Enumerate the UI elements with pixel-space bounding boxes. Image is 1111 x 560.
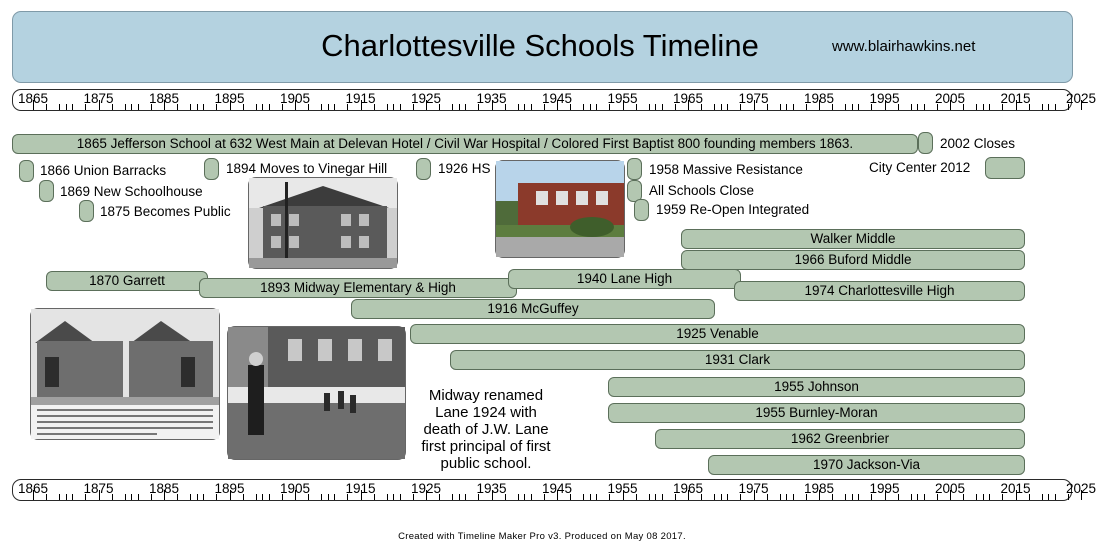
event-label-new-schoolhouse: 1869 New Schoolhouse: [60, 184, 203, 199]
axis-tick: [393, 494, 394, 500]
event-label-vinegar-hill: 1894 Moves to Vinegar Hill: [226, 161, 388, 176]
page-title: Charlottesville Schools Timeline: [321, 28, 759, 63]
axis-tick: [262, 104, 263, 110]
axis-year-label: 1935: [476, 481, 507, 496]
axis-tick: [917, 104, 918, 110]
axis-tick: [66, 104, 67, 110]
axis-year-label: 1905: [279, 91, 311, 106]
axis-tick: [983, 494, 984, 500]
event-label-2002-closes: 2002 Closes: [940, 136, 1016, 151]
website-label[interactable]: www.blairhawkins.net: [832, 38, 976, 55]
axis-tick: [917, 494, 918, 500]
bar-jefferson-school[interactable]: 1865 Jefferson School at 632 West Main at Delevan Hotel / Civil War Hospital / Colored First Baptist 800 founding members 1863.: [12, 134, 918, 154]
axis-year-label: 1925: [410, 91, 442, 106]
axis-tick: [852, 104, 853, 110]
garrett-school-photo: [30, 308, 220, 440]
bar-burnley-moran[interactable]: 1955 Burnley-Moran: [608, 403, 1025, 423]
event-marker-new-schoolhouse[interactable]: [39, 180, 54, 202]
axis-tick: [655, 104, 656, 110]
axis-year-label: 1895: [214, 481, 245, 496]
bar-greenbrier[interactable]: 1962 Greenbrier: [655, 429, 1025, 449]
axis-tick: [721, 494, 722, 500]
axis-year-label: 2005: [934, 91, 966, 106]
axis-tick: [328, 104, 329, 110]
axis-tick: [1048, 494, 1049, 500]
event-marker-2002-closes[interactable]: [918, 132, 933, 154]
axis-tick: [983, 104, 984, 110]
event-label-becomes-public: 1875 Becomes Public: [100, 204, 231, 219]
axis-year-label: 1895: [214, 91, 245, 106]
axis-year-label: 1975: [738, 481, 769, 496]
axis-tick: [459, 104, 460, 110]
axis-tick: [328, 494, 329, 500]
axis-tick: [262, 494, 263, 500]
axis-year-label: 1915: [345, 481, 376, 496]
event-label-re-open-integrated: 1959 Re-Open Integrated: [656, 202, 810, 217]
school-building-photo: [495, 160, 625, 258]
bar-midway[interactable]: 1893 Midway Elementary & High: [199, 278, 517, 298]
event-marker-union-barracks[interactable]: [19, 160, 34, 182]
axis-year-label: 1965: [672, 481, 704, 496]
event-marker-re-open-integrated[interactable]: [634, 199, 649, 221]
event-marker-becomes-public[interactable]: [79, 200, 94, 222]
axis-tick: [459, 494, 460, 500]
axis-year-label: 1985: [803, 481, 835, 496]
axis-year-label: 2015: [1000, 481, 1031, 496]
axis-year-label: 1865: [17, 91, 49, 106]
axis-year-label: 2025: [1065, 91, 1097, 106]
crossing-guard-photo: [227, 326, 406, 460]
axis-year-label: 1885: [148, 91, 180, 106]
axis-year-label: 1995: [869, 481, 900, 496]
axis-year-label: 1955: [607, 91, 638, 106]
axis-year-label: 1935: [476, 91, 507, 106]
axis-year-label: 1905: [279, 481, 311, 496]
axis-tick: [786, 104, 787, 110]
axis-tick: [655, 494, 656, 500]
axis-year-label: 1915: [345, 91, 376, 106]
event-marker-city-center[interactable]: [985, 157, 1025, 179]
axis-year-label: 1925: [410, 481, 442, 496]
axis-year-label: 1875: [83, 91, 114, 106]
axis-year-label: 1995: [869, 91, 900, 106]
axis-year-label: 1865: [17, 481, 49, 496]
event-label-city-center: City Center 2012: [869, 160, 971, 175]
axis-year-label: 1945: [541, 91, 573, 106]
axis-year-label: 1945: [541, 481, 573, 496]
axis-year-label: 2025: [1065, 481, 1097, 496]
bar-venable[interactable]: 1925 Venable: [410, 324, 1025, 344]
bar-lane-high[interactable]: 1940 Lane High: [508, 269, 741, 289]
axis-tick: [590, 104, 591, 110]
axis-year-label: 1885: [148, 481, 180, 496]
axis-year-label: 1985: [803, 91, 835, 106]
bar-walker-middle[interactable]: Walker Middle: [681, 229, 1025, 249]
bar-clark[interactable]: 1931 Clark: [450, 350, 1025, 370]
axis-tick: [590, 494, 591, 500]
axis-tick: [66, 494, 67, 500]
axis-year-label: 2005: [934, 481, 966, 496]
axis-tick: [1048, 104, 1049, 110]
bar-garrett[interactable]: 1870 Garrett: [46, 271, 208, 291]
axis-tick: [786, 494, 787, 500]
bar-mcguffey[interactable]: 1916 McGuffey: [351, 299, 715, 319]
axis-year-label: 1955: [607, 481, 638, 496]
bar-charlottesville-high[interactable]: 1974 Charlottesville High: [734, 281, 1025, 301]
axis-tick: [197, 104, 198, 110]
event-label-1926-hs: 1926 HS: [438, 161, 491, 176]
event-label-union-barracks: 1866 Union Barracks: [40, 163, 167, 178]
bar-jackson-via[interactable]: 1970 Jackson-Via: [708, 455, 1025, 475]
event-marker-vinegar-hill[interactable]: [204, 158, 219, 180]
event-label-all-schools-close: All Schools Close: [649, 183, 755, 198]
midway-renamed-note: Midway renamed Lane 1924 with death of J.W. Lane first principal of first public school.: [421, 387, 551, 472]
axis-year-label: 1965: [672, 91, 704, 106]
bar-buford-middle[interactable]: 1966 Buford Middle: [681, 250, 1025, 270]
event-marker-1926-hs[interactable]: [416, 158, 431, 180]
axis-tick: [524, 104, 525, 110]
bar-johnson[interactable]: 1955 Johnson: [608, 377, 1025, 397]
axis-tick: [721, 104, 722, 110]
axis-tick: [131, 494, 132, 500]
footer-credit: Created with Timeline Maker Pro v3. Produced on May 08 2017.: [398, 531, 686, 542]
axis-year-label: 2015: [1000, 91, 1031, 106]
axis-year-label: 1975: [738, 91, 769, 106]
event-marker-massive-resistance[interactable]: [627, 158, 642, 180]
event-label-massive-resistance: 1958 Massive Resistance: [649, 162, 803, 177]
axis-tick: [524, 494, 525, 500]
axis-tick: [131, 104, 132, 110]
axis-year-label: 1875: [83, 481, 114, 496]
axis-tick: [852, 494, 853, 500]
axis-tick: [197, 494, 198, 500]
axis-tick: [393, 104, 394, 110]
midway-school-photo: [248, 177, 398, 269]
